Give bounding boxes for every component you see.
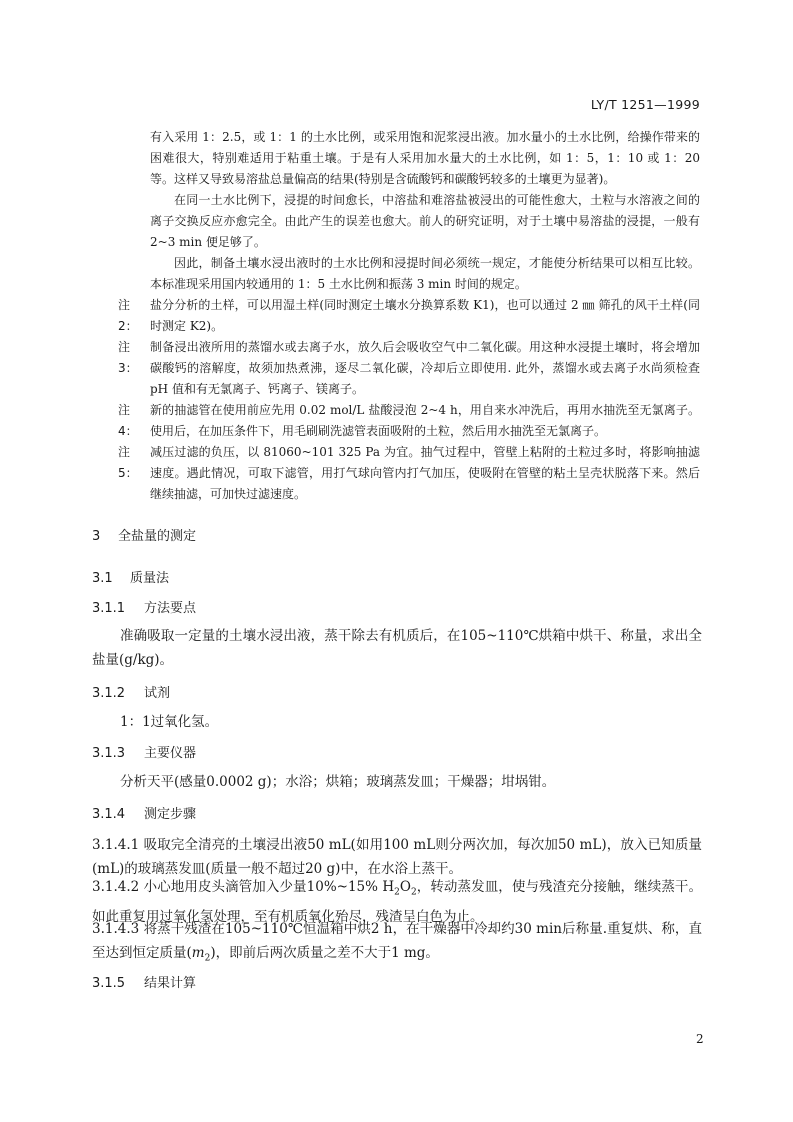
step-text: 3.1.4.3 将蒸干残渣在105~110℃恒温箱中烘2 h，在干燥器中冷却约30 min后称量.重复烘、称，直至达到恒定质量( bbox=[92, 921, 702, 961]
note-5 bbox=[118, 442, 700, 505]
instruments-text: 分析天平(感量0.0002 g)；水浴；烘箱；玻璃蒸发皿；干燥器；坩埚钳。 bbox=[120, 774, 556, 790]
step-text: ，转动蒸发皿，使与残渣充分接触，继续蒸干。如此重复用过氧化氢处理，至有机质氧化殆尽，残渣呈白色为止。 bbox=[92, 879, 702, 925]
section-number: 3.1.4 bbox=[92, 807, 126, 822]
paragraph-soil-water-ratio: 有入采用 1：2.5，或 1：1 的土水比例，或采用饱和泥浆浸出液。加水量小的土水比例，给操作带来的困难很大，特别难适用于粘重土壤。于是有人采用加水量大的土水比例，如 1：5，1：10 或 1：20 等。这样又导致易溶盐总量偏高的结果(特别是含硫酸钙和碳酸钙较多的土壤更为显著)。 bbox=[150, 130, 700, 186]
note-text: 盐分分析的土样，可以用湿土样(同时测定土壤水分换算系数 K1)，也可以通过 2 ㎜ 筛孔的风干土样(同时测定 K2)。 bbox=[150, 298, 700, 333]
note-label: 注 4： bbox=[118, 403, 138, 438]
mass-symbol: m bbox=[191, 945, 205, 961]
section-heading-3 bbox=[92, 525, 196, 544]
section-number: 3.1.5 bbox=[92, 976, 126, 991]
note-4 bbox=[118, 400, 700, 442]
step-text: )，即前后两次质量之差不大于1 mg。 bbox=[210, 945, 439, 961]
note-label: 注 2： bbox=[118, 298, 138, 333]
section-number: 3.1.1 bbox=[92, 601, 126, 616]
section-number: 3 bbox=[92, 529, 101, 544]
section-heading-3-1-3 bbox=[92, 742, 196, 761]
section-number: 3.1 bbox=[92, 571, 113, 586]
step-3-1-4-1: 3.1.4.1 吸取完全清亮的土壤浸出液50 mL(如用100 mL则分两次加，每次加50 mL)，放入已知质量(mL)的玻璃蒸发皿(质量一般不超过20 g)中，在水浴上蒸干。 bbox=[92, 837, 702, 877]
section-heading-3-1-5 bbox=[92, 972, 196, 991]
subscript: 2 bbox=[204, 953, 211, 964]
subscript: 2 bbox=[394, 887, 400, 898]
section-title: 质量法 bbox=[130, 571, 170, 586]
section-title: 方法要点 bbox=[144, 601, 197, 616]
note-text: 减压过滤的负压，以 81060~101 325 Pa 为宜。抽气过程中，管壁上粘附的土粒过多时，将影响抽滤速度。遇此情况，可取下滤管，用打气球向管内打气加压，使吸附在管壁的粘土呈壳状脱落下来。然后继续抽滤，可加快过滤速度。 bbox=[150, 445, 700, 501]
section-title: 主要仪器 bbox=[144, 746, 197, 761]
method-point-text: 准确吸取一定量的土壤水浸出液，蒸干除去有机质后，在105~110℃烘箱中烘干、称量，求出全盐量(g/kg)。 bbox=[92, 628, 702, 668]
subscript: 2 bbox=[410, 887, 417, 898]
paragraph-extraction-time: 在同一土水比例下，浸提的时间愈长，中溶盐和难溶盐被浸出的可能性愈大，土粒与水溶液之间的离子交换反应亦愈完全。由此产生的误差也愈大。前人的研究证明，对于土壤中易溶盐的浸提，一般有 2~3 min 便足够了。 bbox=[150, 193, 700, 249]
step-text: O bbox=[399, 879, 411, 895]
standard-code: LY/T 1251—1999 bbox=[590, 97, 700, 112]
section-heading-3-1-2 bbox=[92, 682, 170, 701]
section-number: 3.1.3 bbox=[92, 746, 126, 761]
section-number: 3.1.2 bbox=[92, 686, 126, 701]
section-heading-3-1-4 bbox=[92, 803, 196, 822]
section-heading-3-1-1 bbox=[92, 597, 196, 616]
reagent-text: 1：1过氧化氢。 bbox=[120, 714, 219, 730]
section-title: 结果计算 bbox=[144, 976, 197, 991]
note-3 bbox=[118, 337, 700, 400]
step-3-1-4-3 bbox=[92, 917, 702, 971]
page-number: 2 bbox=[696, 1032, 704, 1046]
note-label: 注 5： bbox=[118, 445, 138, 480]
section-title: 试剂 bbox=[144, 686, 171, 701]
section-title: 全盐量的测定 bbox=[118, 529, 197, 544]
section-title: 测定步骤 bbox=[144, 807, 197, 822]
note-label: 注 3： bbox=[118, 340, 138, 375]
note-text: 新的抽滤管在使用前应先用 0.02 mol/L 盐酸浸泡 2~4 h，用自来水冲洗后，再用水抽洗至无氯离子。使用后，在加压条件下，用毛刷刷洗滤管表面吸附的土粒，然后用水抽洗至无氯离子。 bbox=[150, 403, 700, 438]
section-heading-3-1 bbox=[92, 567, 169, 586]
note-2 bbox=[118, 295, 700, 337]
step-text: 3.1.4.2 小心地用皮头滴管加入少量10%~15% H bbox=[92, 879, 395, 895]
paragraph-standard-rule: 因此，制备土壤水浸出液时的土水比例和浸提时间必须统一规定，才能使分析结果可以相互比较。本标准现采用国内较通用的 1：5 土水比例和振荡 3 min 时间的规定。 bbox=[150, 256, 700, 291]
note-text: 制备浸出液所用的蒸馏水或去离子水，放久后会吸收空气中二氧化碳。用这种水浸提土壤时，将会增加碳酸钙的溶解度，故须加热煮沸，逐尽二氧化碳，冷却后立即使用. 此外，蒸馏水或去离子水尚须检查 pH 值和有无氯离子、钙离子、镁离子。 bbox=[150, 340, 700, 396]
